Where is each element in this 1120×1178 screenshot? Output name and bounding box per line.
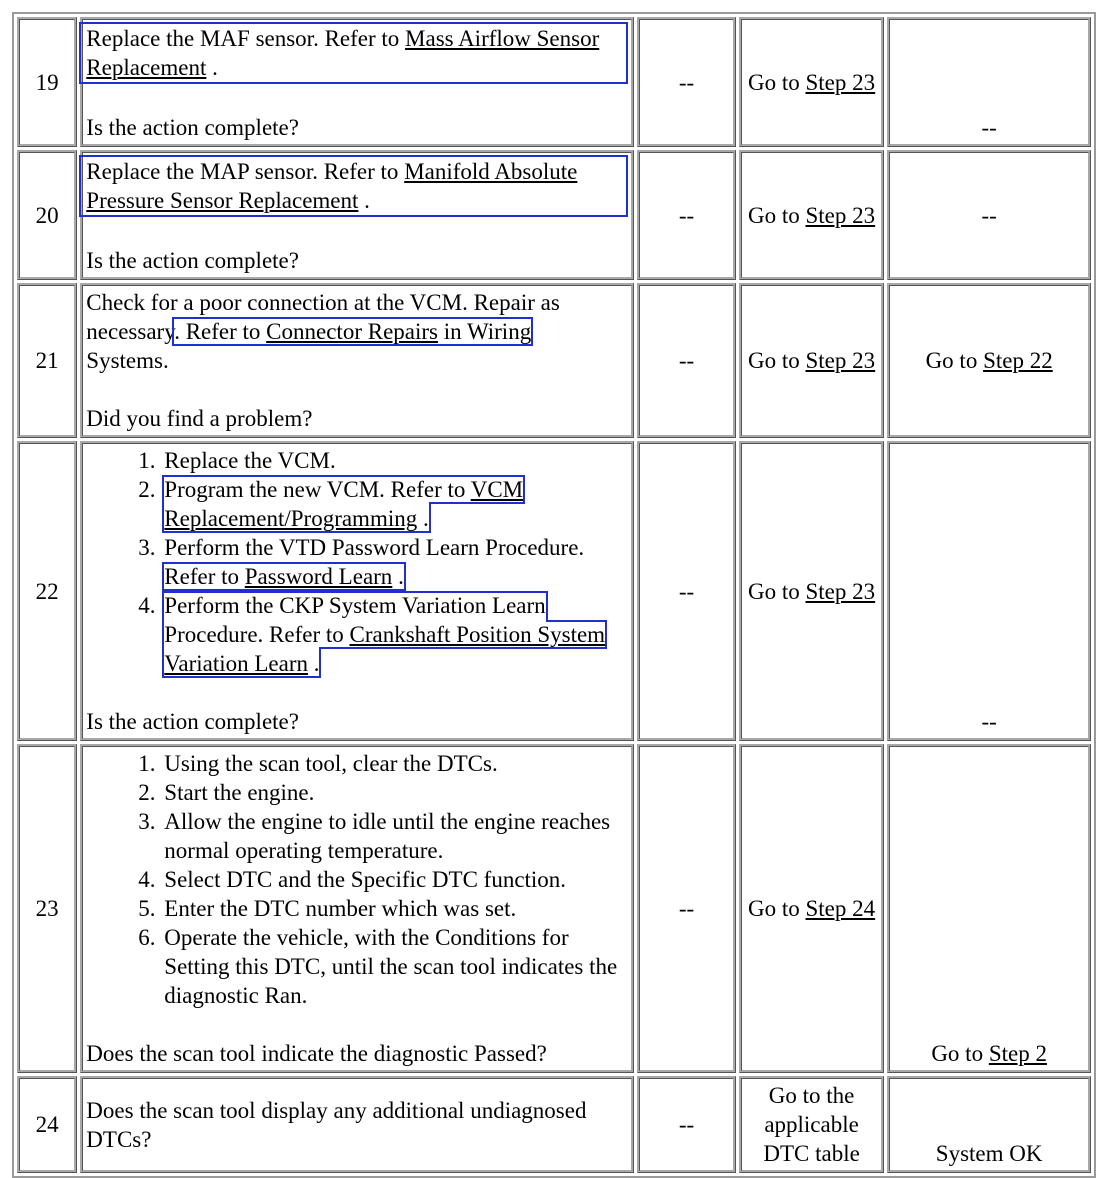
question-text: Did you find a problem? <box>86 406 313 431</box>
mass-airflow-link[interactable]: Mass Airflow Sensor Replacement <box>86 26 600 80</box>
step-number: 23 <box>17 744 77 1073</box>
table-row <box>17 744 1091 1073</box>
action-list <box>86 749 628 1010</box>
list-item: 3. Perform the VTD Password Learn Procedure. Refer to Password Learn . <box>161 533 628 591</box>
action-list <box>86 446 628 678</box>
value-cell: -- <box>637 283 736 438</box>
list-item: 1. Replace the VCM. <box>161 446 628 475</box>
action-cell <box>80 17 634 147</box>
action-cell <box>80 744 634 1073</box>
yes-cell: Go to Step 23 <box>739 441 884 741</box>
value-cell: -- <box>637 17 736 147</box>
reference-box: Replace the MAP sensor. Refer to Manifold Absolute Pressure Sensor Replacement . <box>79 155 628 217</box>
yes-cell: Go to the applicable DTC table <box>739 1076 884 1173</box>
list-item: 3. Allow the engine to idle until the engine reaches normal operating temperature. <box>161 807 628 865</box>
value-cell: -- <box>637 441 736 741</box>
no-cell: -- <box>887 17 1091 147</box>
go-to-step-link[interactable]: Step 23 <box>805 348 876 373</box>
diagnostic-steps-table <box>12 12 1096 1178</box>
no-cell: -- <box>887 150 1091 280</box>
ckp-variation-learn-link[interactable]: Crankshaft Position System Variation Learn <box>164 622 606 676</box>
list-item: 1. Using the scan tool, clear the DTCs. <box>161 749 628 778</box>
go-to-step-link[interactable]: Step 22 <box>983 348 1053 373</box>
question-text: Does the scan tool indicate the diagnostic Passed? <box>86 1041 547 1066</box>
go-to-step-link[interactable]: Step 24 <box>805 896 876 921</box>
no-cell: Go to Step 2 <box>887 744 1091 1073</box>
reference-box: Perform the CKP System Variation Learn Procedure. Refer to Crankshaft Position System Variation Learn . <box>164 593 606 676</box>
action-cell <box>80 441 634 741</box>
list-item <box>161 475 628 533</box>
value-cell: -- <box>637 150 736 280</box>
reference-box: . Refer to Connector Repairs in Wiring <box>174 319 532 344</box>
table-row <box>17 150 1091 280</box>
list-item: 6. Operate the vehicle, with the Conditions for Setting this DTC, until the scan tool indicates the diagnostic Ran. <box>161 923 628 1010</box>
value-cell: -- <box>637 744 736 1073</box>
table-row <box>17 1076 1091 1173</box>
action-cell <box>80 150 634 280</box>
no-cell: System OK <box>887 1076 1091 1173</box>
yes-cell: Go to Step 23 <box>739 283 884 438</box>
reference-box: Replace the MAF sensor. Refer to Mass Airflow Sensor Replacement . <box>79 22 628 84</box>
yes-cell: Go to Step 23 <box>739 150 884 280</box>
yes-cell: Go to Step 23 <box>739 17 884 147</box>
go-to-step-link[interactable]: Step 23 <box>805 202 876 228</box>
map-sensor-link[interactable]: Manifold Absolute Pressure Sensor Replacement <box>86 159 578 213</box>
question-text: Is the action complete? <box>86 248 299 273</box>
reference-box: Program the new VCM. Refer to VCM Replacement/Programming . <box>164 477 524 531</box>
go-to-step-link[interactable]: Step 2 <box>988 1041 1047 1066</box>
connector-repairs-link[interactable]: Connector Repairs <box>266 319 438 344</box>
go-to-step-link[interactable]: Step 23 <box>805 578 876 604</box>
list-item <box>161 591 628 678</box>
table-row <box>17 441 1091 741</box>
reference-box: Refer to Password Learn . <box>164 564 404 589</box>
list-item: 2. Start the engine. <box>161 778 628 807</box>
vcm-replacement-link[interactable]: VCM Replacement/Programming <box>164 477 524 531</box>
password-learn-link[interactable]: Password Learn <box>244 564 393 589</box>
step-number: 22 <box>17 441 77 741</box>
action-cell: Check for a poor connection at the VCM. Repair as necessary. Refer to Connector Repairs in Wiring Systems. Did you find a problem? <box>80 283 634 438</box>
list-item: 5. Enter the DTC number which was set. <box>161 894 628 923</box>
action-cell <box>80 1076 634 1173</box>
step-number: 24 <box>17 1076 77 1173</box>
question-text: Does the scan tool display any additional undiagnosed DTCs? <box>86 1097 587 1152</box>
yes-cell: Go to Step 24 <box>739 744 884 1073</box>
step-number: 19 <box>17 17 77 147</box>
no-cell: -- <box>887 441 1091 741</box>
no-cell: Go to Step 22 <box>887 283 1091 438</box>
step-number: 20 <box>17 150 77 280</box>
value-cell: -- <box>637 1076 736 1173</box>
list-item: 4. Select DTC and the Specific DTC function. <box>161 865 628 894</box>
table-row <box>17 17 1091 147</box>
question-text: Is the action complete? <box>86 115 299 140</box>
step-number: 21 <box>17 283 77 438</box>
go-to-step-link[interactable]: Step 23 <box>805 69 876 95</box>
table-row <box>17 283 1091 438</box>
question-text: Is the action complete? <box>86 709 299 734</box>
